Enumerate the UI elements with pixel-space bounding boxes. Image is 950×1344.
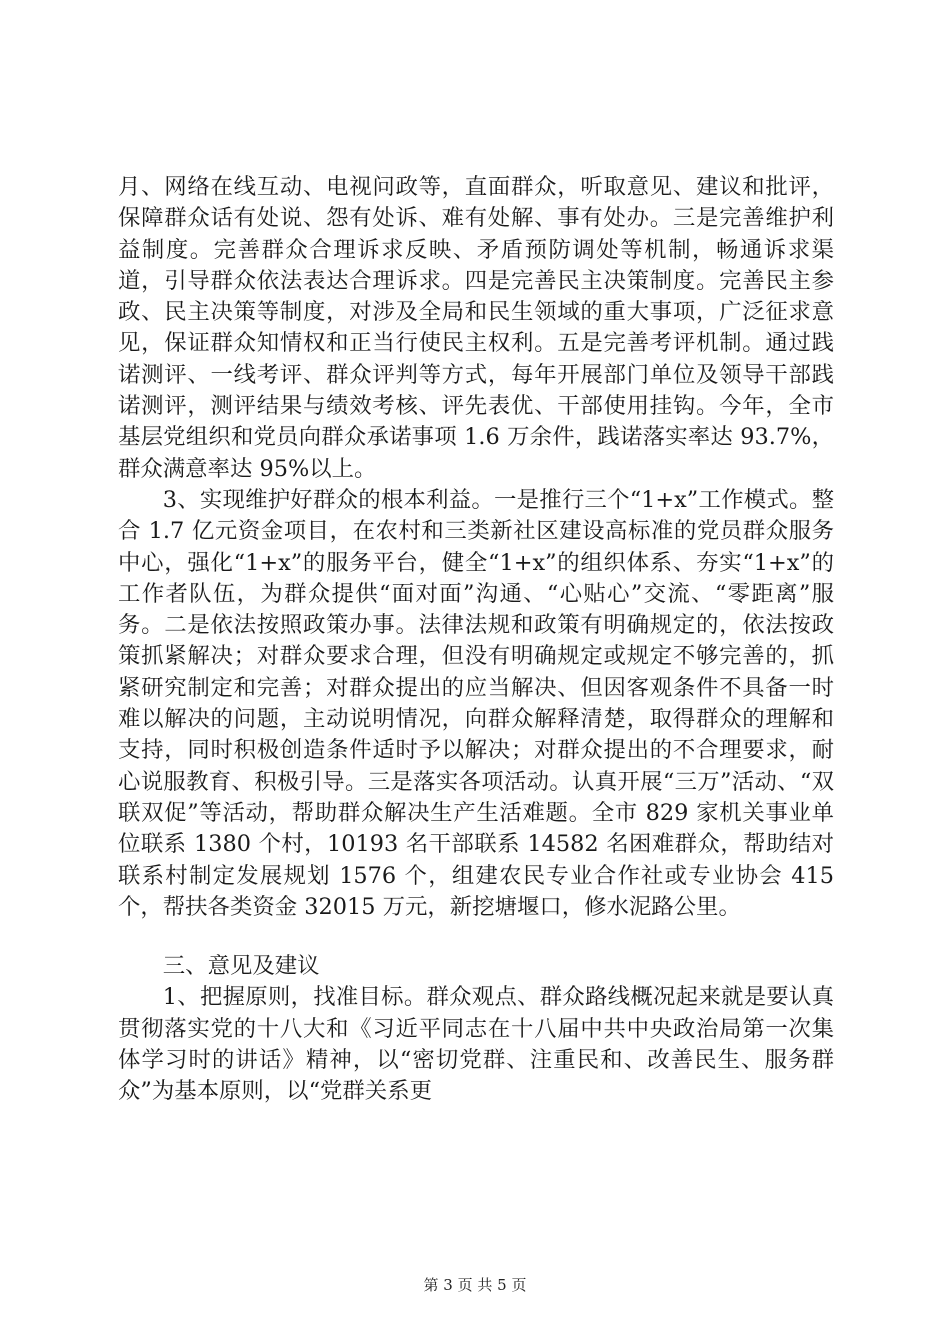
paragraph-continuation: 月、网络在线互动、电视问政等，直面群众，听取意见、建议和批评，保障群众话有处说、怨有处诉、难有处解、事有处办。三是完善维护利益制度。完善群众合理诉求反映、矛盾预防调处等机制，畅通诉求渠道，引导群众依法表达合理诉求。四是完善民主决策制度。完善民主参政、民主决策等制度，对涉及全局和民生领域的重大事项，广泛征求意见，保证群众知情权和正当行使民主权利。五是完善考评机制。通过践诺测评、一线考评、群众评判等方式，每年开展部门单位及领导干部践诺测评，测评结果与绩效考核、评先表优、干部使用挂钩。今年，全市基层党组织和党员向群众承诺事项 1.6 万余件，践诺落实率达 93.7%，群众满意率达 95%以上。 [118,174,834,482]
paragraph-item-3: 3、实现维护好群众的根本利益。一是推行三个“1+x”工作模式。整合 1.7 亿元资金项目，在农村和三类新社区建设高标准的党员群众服务中心，强化“1+x”的服务平台，健全“1+x”的组织体系、夯实“1+x”的工作者队伍，为群众提供“面对面”沟通、“心贴心”交流、“零距离”服务。二是依法按照政策办事。法律法规和政策有明确规定的，依法按政策抓紧解决；对群众要求合理，但没有明确规定或规定不够完善的，抓紧研究制定和完善；对群众提出的应当解决、但因客观条件不具备一时难以解决的问题，主动说明情况，向群众解释清楚，取得群众的理解和支持，同时积极创造条件适时予以解决；对群众提出的不合理要求，耐心说服教育、积极引导。三是落实各项活动。认真开展“三万”活动、“双联双促”等活动，帮助群众解决生产生活难题。全市 829 家机关事业单位联系 1380 个村，10193 名干部联系 14582 名困难群众，帮助结对联系村制定发展规划 1576 个，组建农民专业合作社或专业协会 415 个，帮扶各类资金 32015 万元，新挖塘堰口，修水泥路公里。 [118,486,834,920]
section-heading: 三、意见及建议 [162,953,320,980]
document-body [118,172,834,1108]
page-number-footer: 第 3 页 共 5 页 [423,1276,527,1294]
paragraph-principle: 1、把握原则，找准目标。群众观点、群众路线概况起来就是要认真贯彻落实党的十八大和《习近平同志在十八届中共中央政治局第一次集体学习时的讲话》精神，以“密切党群、注重民和、改善民生、服务群众”为基本原则，以“党群关系更 [118,984,834,1105]
